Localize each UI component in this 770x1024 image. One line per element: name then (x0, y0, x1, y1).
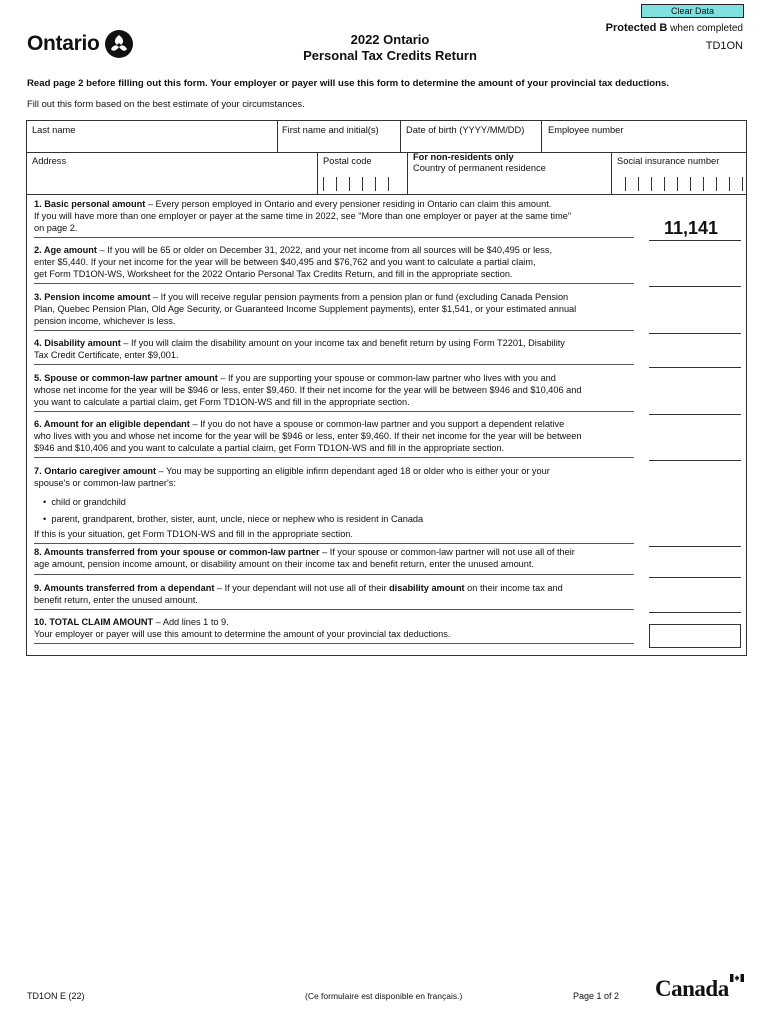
address-label: Address (32, 156, 67, 166)
line-1-amount[interactable]: 11,141 (663, 218, 718, 238)
line-5-spouse-amount: 5. Spouse or common-law partner amount – If you are supporting your spouse or common-law partner who lives with you and whose net income for the year will be $946 or less, enter $9,460. If their net income for the year will be between $946 and $10,406 and you want to calculate a partial claim, get Form TD1ON-WS and fill in the appropriate section. (34, 373, 582, 407)
line-8-transfer-spouse: 8. Amounts transferred from your spouse or common-law partner – If your spouse or common-law partner will not use all of their age amount, pension income amount, or disability amount on their income tax and benefit return, enter the unused amount. (34, 547, 575, 569)
line-7-caregiver: 7. Ontario caregiver amount – You may be supporting an eligible infirm dependant aged 18 or older who is either your or your spouse's or common-law partner's: (34, 466, 550, 488)
line-7-bullet-child: • child or grandchild (43, 497, 126, 507)
line-4-amount-input[interactable] (649, 367, 741, 368)
country-residence-label: Country of permanent residence (413, 163, 546, 173)
canada-wordmark: Canada (655, 976, 729, 1001)
line-3-pension-income: 3. Pension income amount – If you will receive regular pension payments from a pension plan or fund (excluding Canada Pension Plan, Quebec Pension Plan, Old Age Security, or Guaranteed Income Supplement payments), enter $1,541, or your estimated annual pension income, whichever is less. (34, 292, 577, 326)
employee-number-label: Employee number (548, 125, 624, 135)
total-claim-amount-input[interactable] (649, 624, 741, 648)
line-4-disability: 4. Disability amount – If you will claim the disability amount on your income tax and benefit return by using Form T2201, Disability Tax Credit Certificate, enter $9,001. (34, 338, 565, 360)
first-name-label: First name and initial(s) (282, 125, 379, 135)
line-8-amount-input[interactable] (649, 577, 741, 578)
line-7-amount-input[interactable] (649, 546, 741, 547)
sin-input[interactable] (625, 177, 743, 191)
line-1-basic-personal: 1. Basic personal amount – Every person employed in Ontario and every pensioner residing in Ontario can claim this amount. If you will have more than one employer or payer at the same time in 2022, see "More than one employer or payer at the same time" on page 2. (34, 199, 572, 233)
line-10-total-claim: 10. TOTAL CLAIM AMOUNT – Add lines 1 to 9. Your employer or payer will use this amount to determine the amount of your provincial tax deductions. (34, 617, 451, 639)
intro-estimate-note: Fill out this form based on the best estimate of your circumstances. (27, 98, 305, 109)
sin-label: Social insurance number (617, 156, 720, 166)
line-7-bullet-relative: • parent, grandparent, brother, sister, aunt, uncle, niece or nephew who is resident in Canada (43, 514, 424, 524)
line-7-instructions: If this is your situation, get Form TD1ON-WS and fill in the appropriate section. (34, 529, 353, 539)
line-2-amount-input[interactable] (649, 286, 741, 287)
line-6-amount-input[interactable] (649, 460, 741, 461)
canada-flag-icon (730, 974, 744, 982)
form-title (260, 32, 520, 64)
footer-form-code: TD1ON E (22) (27, 991, 85, 1001)
footer-french-note: (Ce formulaire est disponible en français.) (305, 991, 463, 1001)
intro-instructions: Read page 2 before filling out this form. Your employer or payer will use this form to determine the amount of your provincial tax deductions. (27, 78, 669, 89)
trillium-icon (104, 29, 134, 59)
protected-b-notice (606, 22, 743, 34)
claim-form-box (26, 120, 747, 656)
non-residents-label: For non-residents only (413, 152, 514, 162)
form-title-year: 2022 Ontario (350, 32, 430, 47)
last-name-label: Last name (32, 125, 76, 135)
line-2-age-amount: 2. Age amount – If you will be 65 or older on December 31, 2022, and your net income from all sources will be $40,495 or less, enter $5,440. If your net income for the year will be between $40,495 and $76,762 and you want to calculate a partial claim, get Form TD1ON-WS, Worksheet for the 2022 Ontario Personal Tax Credits Return, and fill in the appropriate section. (34, 245, 552, 279)
date-of-birth-label: Date of birth (YYYY/MM/DD) (406, 125, 525, 135)
line-6-eligible-dependant: 6. Amount for an eligible dependant – If you do not have a spouse or common-law partner and you support a dependent relative who lives with you and whose net income for the year will be $946 or less, enter $9,460. If their net income for the year will be between $946 and $10,406 and you want to calculate a partial claim, get Form TD1ON-WS and fill in the appropriate section. (34, 419, 582, 453)
postal-code-input[interactable] (323, 177, 389, 191)
protected-b-label: Protected B (605, 22, 668, 34)
form-title-name: Personal Tax Credits Return (303, 48, 477, 63)
ontario-wordmark: Ontario (27, 32, 100, 55)
ontario-logo (27, 27, 134, 61)
postal-code-label: Postal code (323, 156, 372, 166)
footer-page-number: Page 1 of 2 (573, 991, 620, 1001)
line-3-amount-input[interactable] (649, 333, 741, 334)
line-9-amount-input[interactable] (649, 612, 741, 613)
line-9-transfer-dependant: 9. Amounts transferred from a dependant – If your dependant will not use all of their disability amount on their income tax and benefit return, enter the unused amount. (34, 583, 563, 605)
clear-data-button[interactable]: Clear Data (641, 4, 744, 18)
form-code: TD1ON (705, 40, 743, 52)
protected-b-rest: when completed (667, 23, 743, 34)
line-5-amount-input[interactable] (649, 414, 741, 415)
